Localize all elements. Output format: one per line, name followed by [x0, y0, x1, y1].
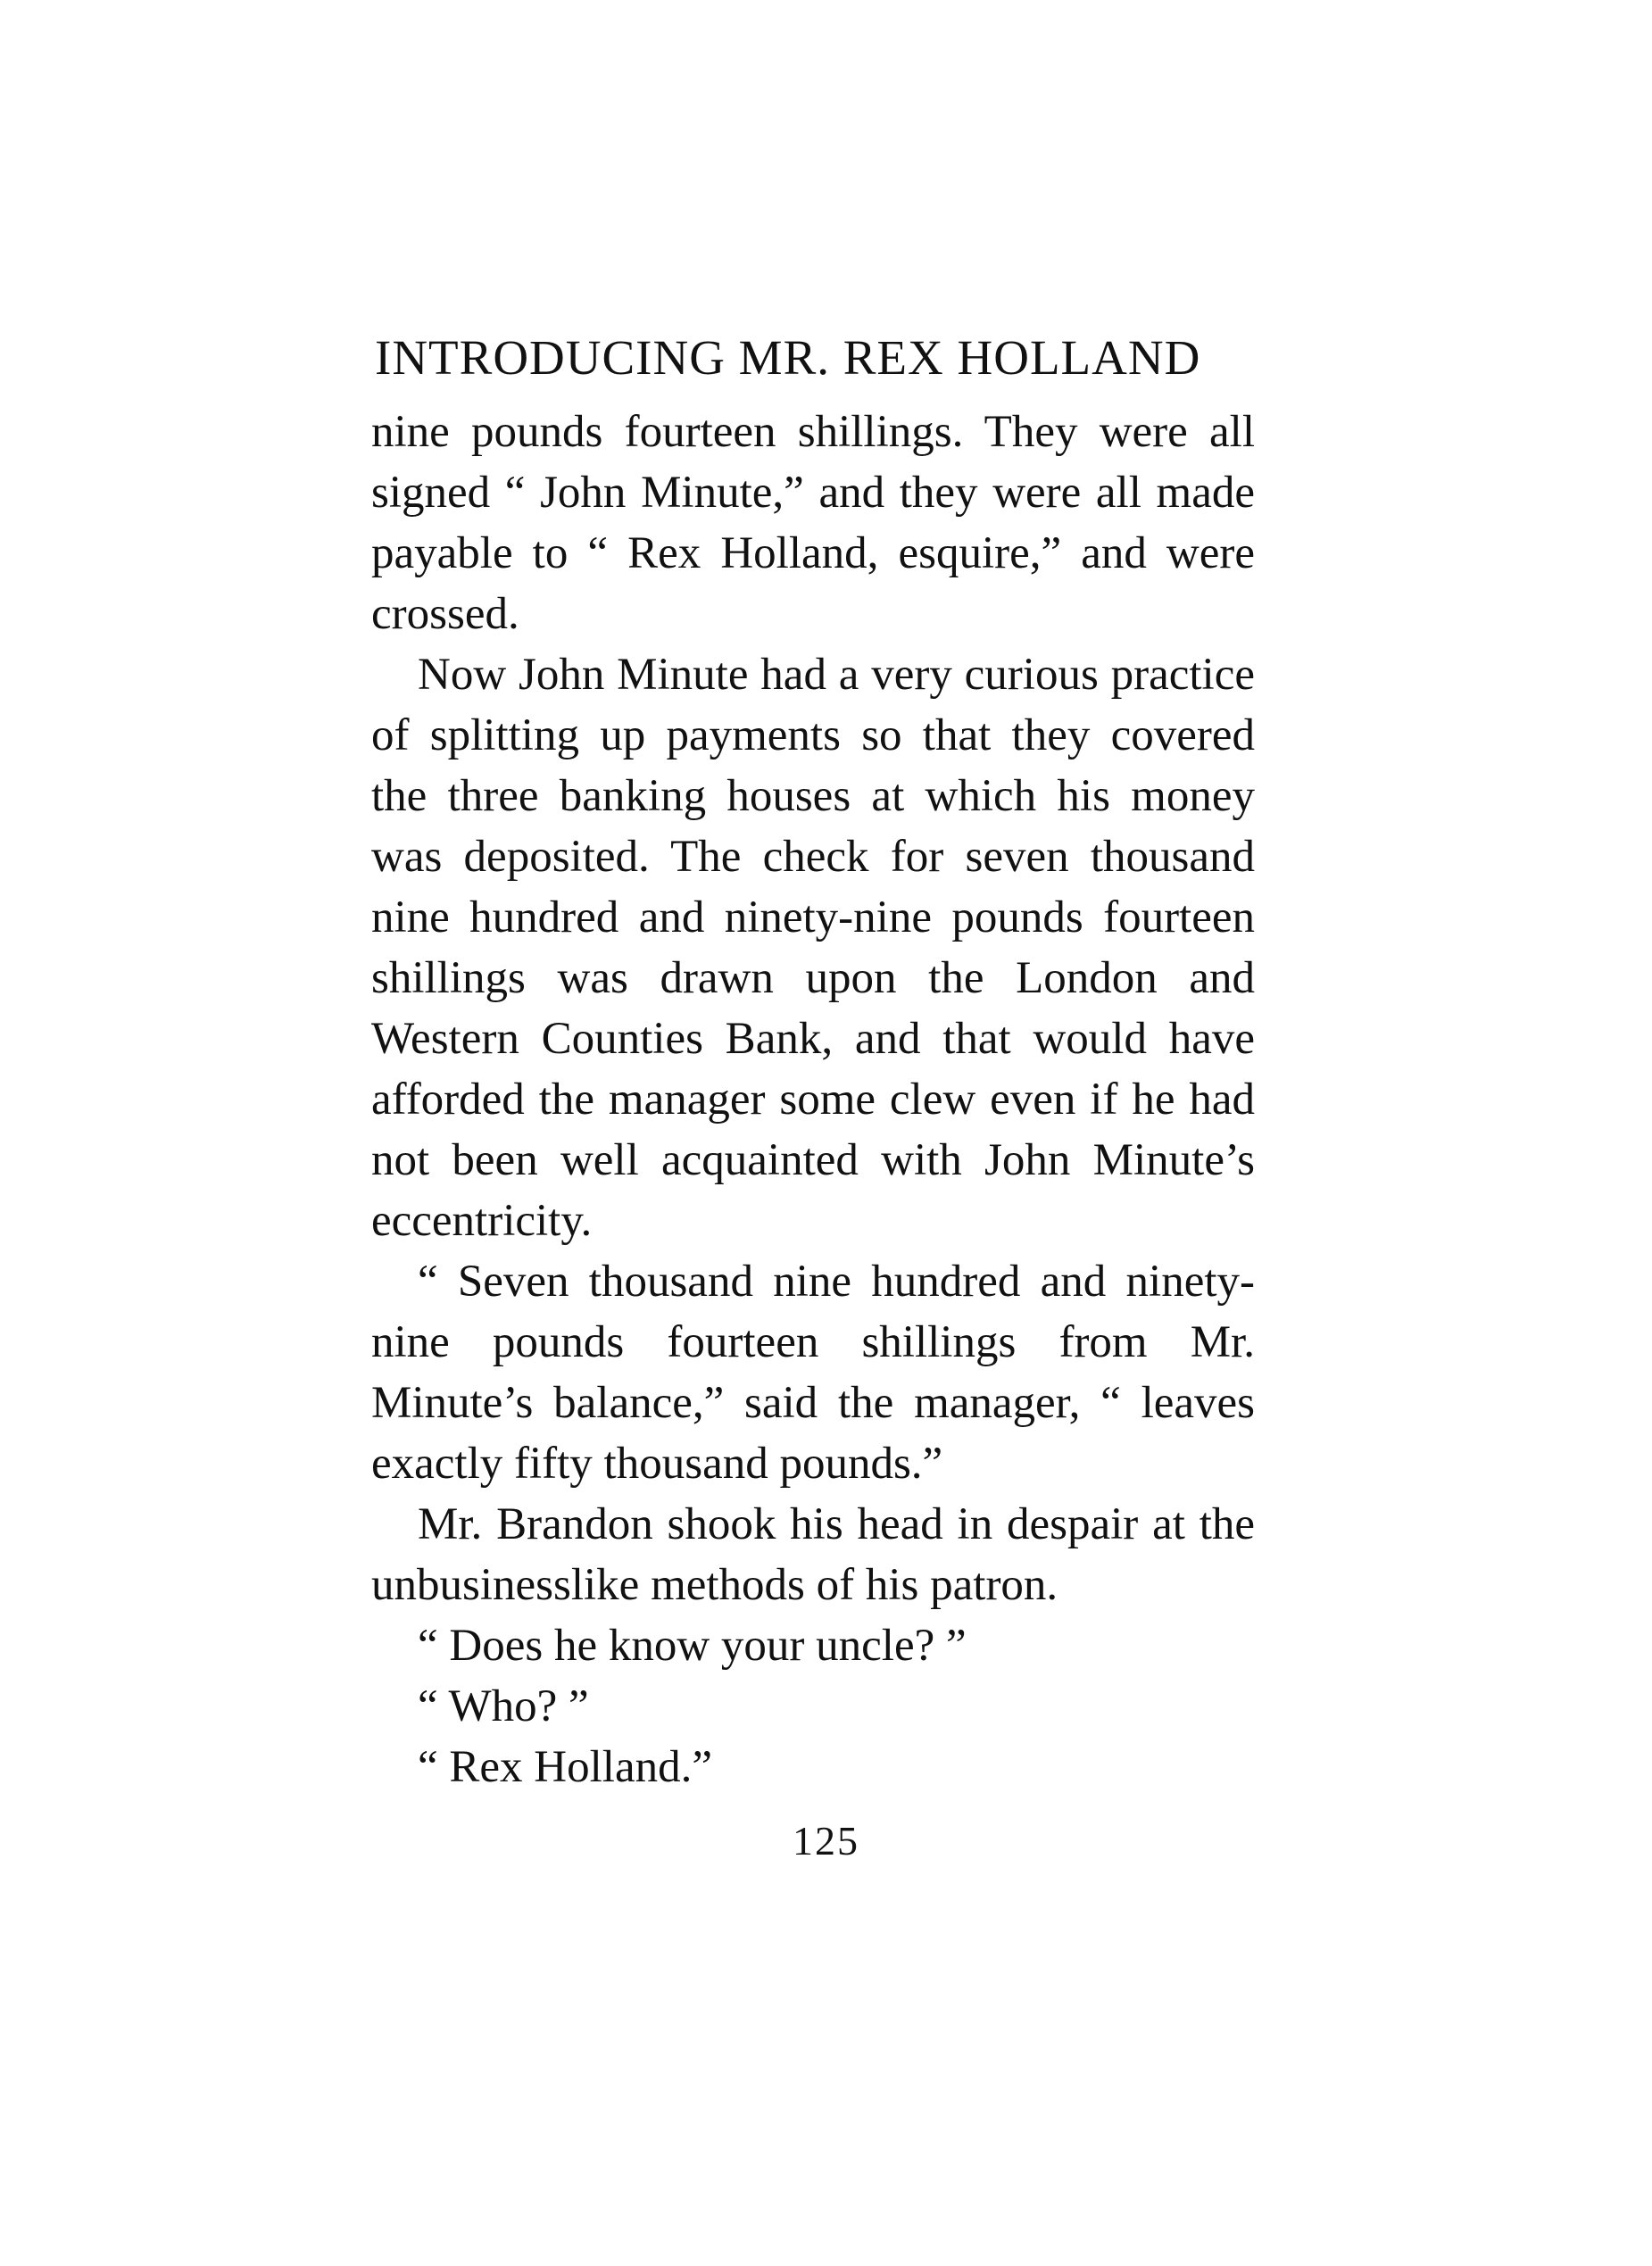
paragraph-continuation: nine pounds fourteen shillings. They were all signed “ John Minute,” and they were all made payable to “ Rex Holland, esquire,” and were crossed.: [371, 407, 1255, 639]
page-number: 125: [793, 1818, 859, 1863]
running-head: INTRODUCING MR. REX HOLLAND: [375, 330, 1201, 385]
dialogue-line-who: “ Who? ”: [418, 1681, 589, 1731]
dialogue-line-rex-holland: “ Rex Holland.”: [418, 1742, 712, 1792]
paragraph-payment-practice: Now John Minute had a very curious practice of splitting up payments so that they covered the three banking houses at which his money was deposited. The check for seven thousand nine hundred and ninety-nine pounds fourteen shillings was drawn upon the London and Western Counties Bank, and that would have afforded the manager some clew even if he had not been well acquainted with John Minute’s eccentricity.: [371, 650, 1255, 1246]
dialogue-line-uncle: “ Does he know your uncle? ”: [418, 1621, 967, 1671]
paragraph-manager-balance: “ Seven thousand nine hundred and ninety-nine pounds fourteen shillings from Mr. Minute’s balance,” said the manager, “ leaves exactly fifty thousand pounds.”: [371, 1257, 1255, 1489]
paragraph-brandon-despair: Mr. Brandon shook his head in despair at the unbusinesslike methods of his patron.: [371, 1499, 1255, 1610]
body-text: [371, 402, 1255, 1797]
